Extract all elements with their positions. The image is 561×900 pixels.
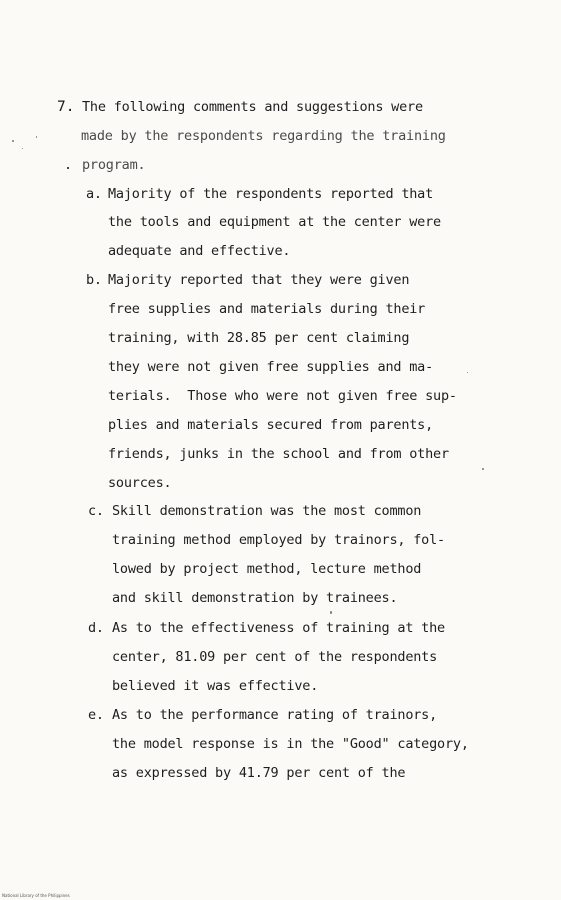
library-footer: National Library of the Philippines: [2, 893, 70, 898]
item-e-marker: e.: [88, 707, 104, 723]
item-d-marker: d.: [88, 620, 104, 636]
item-c-marker: c.: [88, 503, 104, 519]
item-e-line-1: As to the performance rating of trainors,: [112, 707, 438, 723]
scan-speck: [22, 148, 23, 149]
intro-line-2: made by the respondents regarding the training: [81, 128, 446, 144]
scan-speck: [482, 468, 484, 470]
item-a-line-1: Majority of the respondents reported that: [108, 186, 434, 202]
item-a-line-2: the tools and equipment at the center were: [108, 214, 441, 230]
item-c-line-3: lowed by project method, lecture method: [112, 561, 422, 577]
item-a-line-3: adequate and effective.: [108, 243, 291, 259]
intro-line-3: program.: [82, 157, 146, 173]
item-d-line-1: As to the effectiveness of training at the: [112, 620, 445, 636]
item-b-marker: b.: [86, 272, 102, 288]
item-d-line-3: believed it was effective.: [112, 678, 319, 694]
intro-line-1: The following comments and suggestions were: [82, 99, 423, 115]
scan-speck: [467, 372, 468, 373]
item-b-line-3: training, with 28.85 per cent claiming: [108, 330, 410, 346]
item-b-line-6: plies and materials secured from parents,: [108, 417, 434, 433]
item-number: 7.: [57, 99, 75, 115]
item-b-line-1: Majority reported that they were given: [108, 272, 410, 288]
item-c-line-1: Skill demonstration was the most common: [112, 503, 422, 519]
item-b-line-7: friends, junks in the school and from other: [108, 446, 449, 462]
item-e-line-3: as expressed by 41.79 per cent of the: [112, 765, 406, 781]
item-c-line-4: and skill demonstration by trainees.: [112, 590, 398, 606]
item-b-line-4: they were not given free supplies and ma-: [108, 359, 434, 375]
scan-speck: [330, 611, 332, 614]
intro-bullet: .: [64, 157, 72, 173]
item-b-line-8: sources.: [108, 475, 172, 491]
scan-speck: [12, 140, 14, 142]
item-e-line-2: the model response is in the "Good" category,: [112, 736, 469, 752]
item-c-line-2: training method employed by trainors, fol-: [112, 532, 445, 548]
item-d-line-2: center, 81.09 per cent of the respondents: [112, 649, 438, 665]
item-b-line-5: terials. Those who were not given free sup-: [108, 388, 457, 404]
item-b-line-2: free supplies and materials during their: [108, 301, 426, 317]
scan-speck: [36, 136, 37, 138]
item-a-marker: a.: [86, 186, 102, 202]
